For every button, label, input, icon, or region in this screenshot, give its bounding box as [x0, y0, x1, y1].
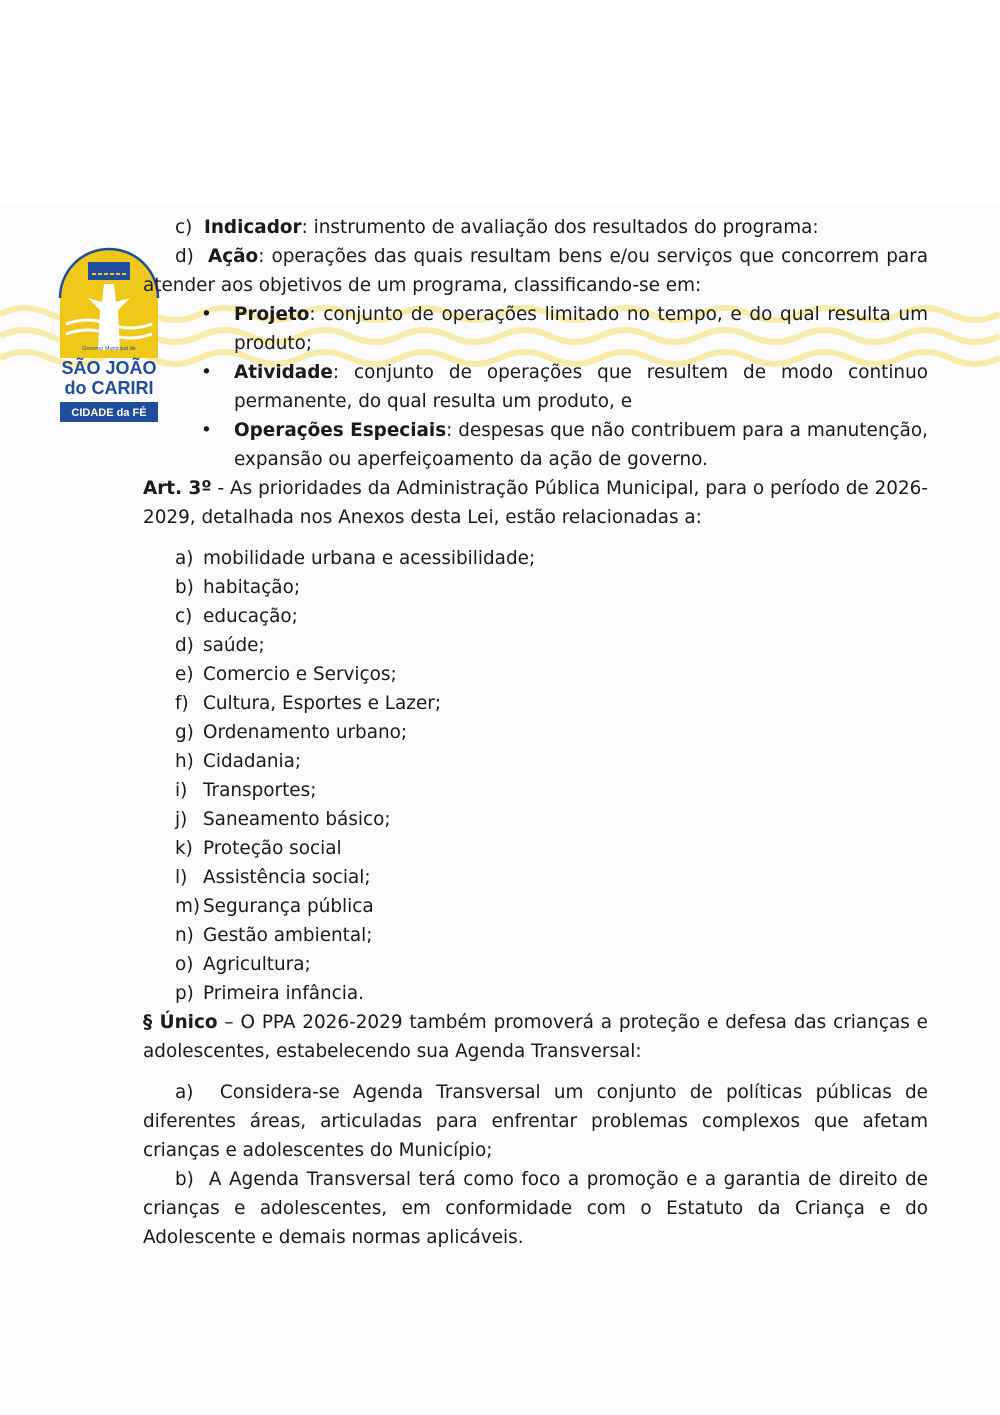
bullet-atividade: • Atividade: conjunto de operações que resultem de modo continuo permanente, do qual resulta um produto, e — [143, 358, 928, 416]
list-item: i) Transportes; — [175, 780, 317, 801]
paragraph-acao: d) Ação: operações das quais resultam bens e/ou serviços que concorrem para atender aos objetivos de um programa, classificando-se em: — [143, 246, 928, 296]
bullet-projeto: • Projeto: conjunto de operações limitado no tempo, e do qual resulta um produto; — [143, 300, 928, 358]
list-item: p) Primeira infância. — [175, 983, 364, 1004]
list-item: d) saúde; — [175, 635, 265, 656]
list-item: a) mobilidade urbana e acessibilidade; — [175, 548, 536, 569]
logo-line2: do CARIRI — [64, 378, 154, 398]
bullet-icon: • — [201, 304, 212, 325]
list-item: m) Segurança pública — [175, 896, 374, 917]
list-item: l) Assistência social; — [175, 867, 371, 888]
bullet-icon: • — [201, 420, 212, 441]
list-item: c) educação; — [175, 606, 298, 627]
logo-small-text: Governo Municipal de — [82, 346, 136, 352]
agenda-item-a: a) Considera-se Agenda Transversal um conjunto de políticas públicas de diferentes áreas, articuladas para enfrentar problemas complexos que afetam crianças e adolescentes do Município; — [143, 1082, 928, 1161]
logo-tagline: CIDADE da FÉ — [71, 407, 147, 419]
list-item: n) Gestão ambiental; — [175, 925, 373, 946]
term-acao: Ação — [208, 246, 259, 267]
list-item: o) Agricultura; — [175, 954, 311, 975]
list-item: h) Cidadania; — [175, 751, 302, 772]
priorities-list — [143, 544, 928, 1008]
bullet-icon: • — [201, 362, 212, 383]
term-indicador: Indicador — [204, 217, 302, 238]
list-item: f) Cultura, Esportes e Lazer; — [175, 693, 442, 714]
agenda-item-b: b) A Agenda Transversal terá como foco a promoção e a garantia de direito de crianças e adolescentes, em conformidade com o Estatuto da Criança e do Adolescente e demais normas aplicáveis. — [143, 1169, 928, 1248]
paragraph-indicador: c) Indicador: instrumento de avaliação dos resultados do programa: — [175, 217, 819, 238]
logo-line1: SÃO JOÃO — [61, 358, 157, 378]
document-body — [143, 213, 928, 1252]
list-item: k) Proteção social — [175, 838, 342, 859]
list-item: g) Ordenamento urbano; — [175, 722, 408, 743]
list-item: e) Comercio e Serviços; — [175, 664, 397, 685]
list-item: b) habitação; — [175, 577, 301, 598]
bullet-operacoes-especiais: • Operações Especiais: despesas que não contribuem para a manutenção, expansão ou aperfeiçoamento da ação de governo. — [143, 416, 928, 474]
paragrafo-unico: § Único – O PPA 2026-2029 também promoverá a proteção e defesa das crianças e adolescentes, estabelecendo sua Agenda Transversal: — [143, 1012, 928, 1062]
article-3: Art. 3º - As prioridades da Administração Pública Municipal, para o período de 2026-2029, detalhada nos Anexos desta Lei, estão relacionadas a: — [143, 478, 929, 528]
list-item: j) Saneamento básico; — [175, 809, 391, 830]
paragrafo-unico-label: § Único — [143, 1012, 218, 1033]
article-3-label: Art. 3º — [143, 478, 212, 499]
